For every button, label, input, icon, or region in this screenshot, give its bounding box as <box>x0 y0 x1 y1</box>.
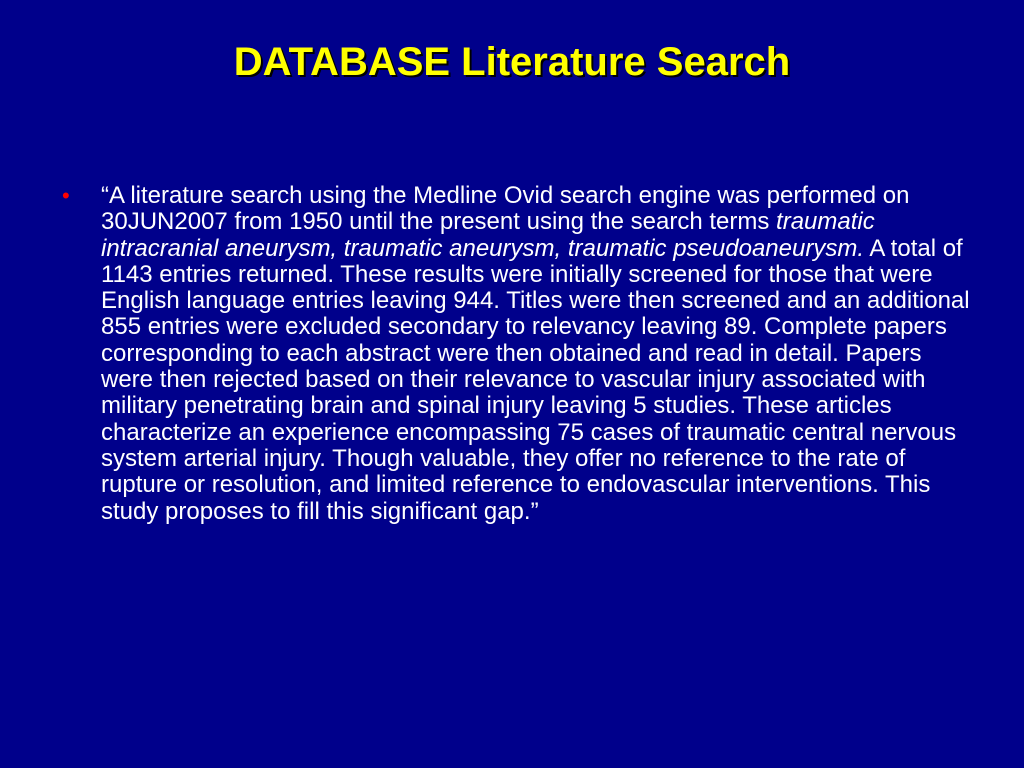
bullet-list <box>62 183 972 525</box>
paragraph-text-end: A total of 1143 entries returned. These results were initially screened for those that were English language entries leaving 944. Titles were then screened and an additional 855 entries were excluded secondary to relevancy leaving 89. Complete papers corresponding to each abstract were then obtained and read in detail. Papers were then rejected based on their relevance to vascular injury associated with military penetrating brain and spinal injury leaving 5 studies. These articles characterize an experience encompassing 75 cases of traumatic central nervous system arterial injury. Though valuable, they offer no reference to the rate of rupture or resolution, and limited reference to endovascular interventions. This study proposes to fill this significant gap.” <box>101 234 970 525</box>
bullet-icon: • <box>62 183 70 208</box>
bullet-item <box>62 183 972 525</box>
search-terms-text: traumatic intracranial aneurysm, traumatic aneurysm, traumatic pseudoaneurysm. <box>101 208 875 262</box>
slide-title: DATABASE Literature Search <box>233 40 791 84</box>
paragraph-text-start: “A literature search using the Medline Ovid search engine was performed on 30JUN2007 from 1950 until the present using the search terms <box>101 182 910 236</box>
